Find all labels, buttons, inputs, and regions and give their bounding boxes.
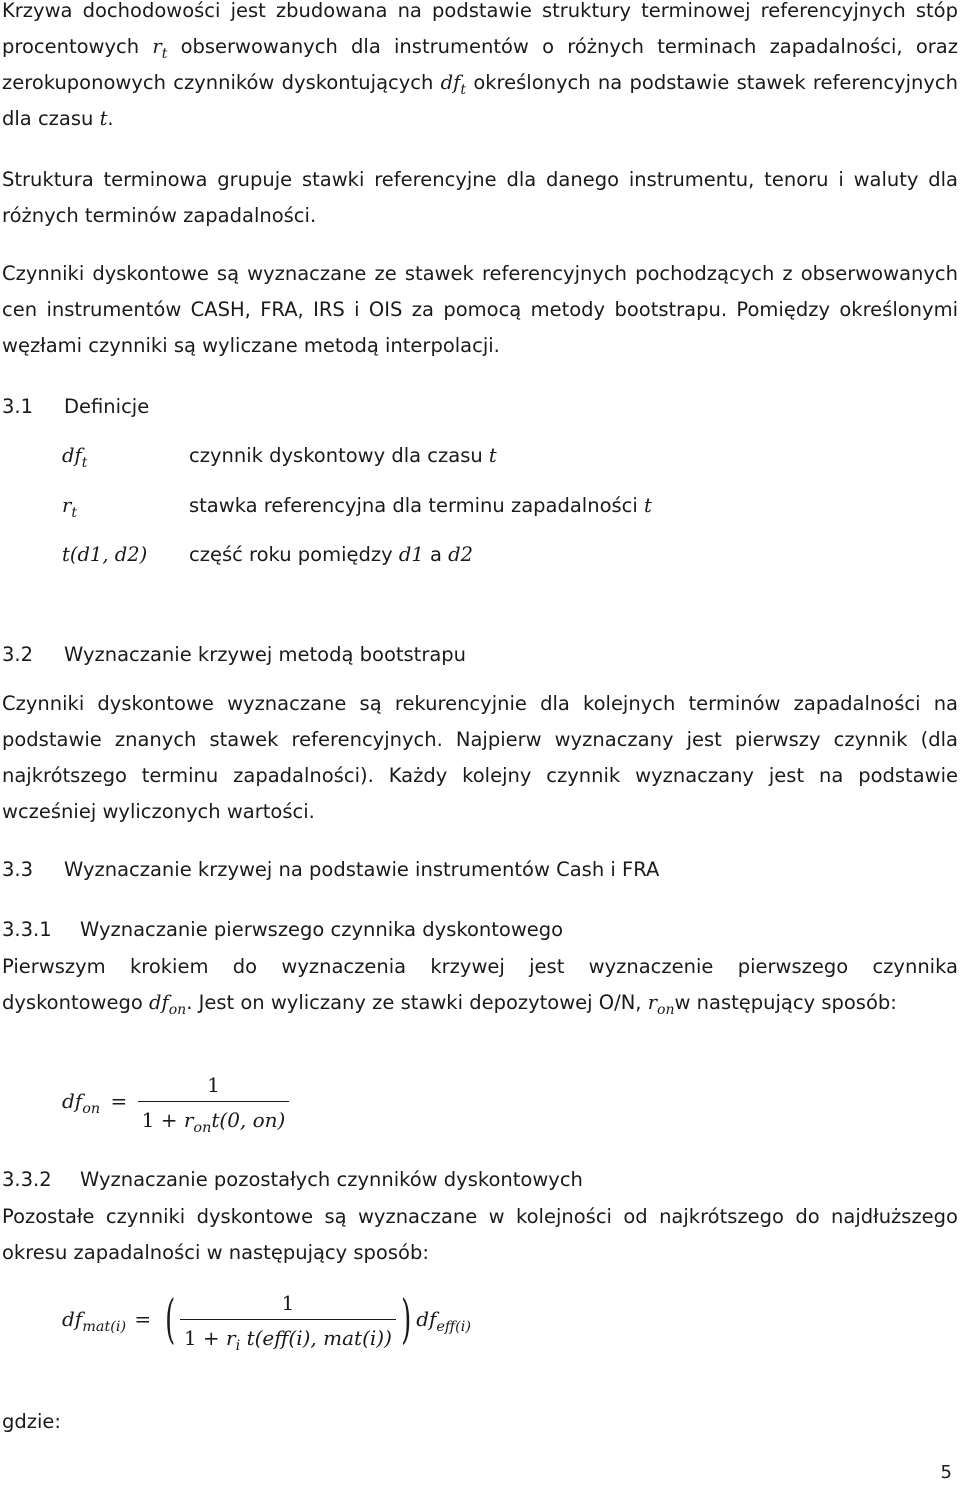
definition-description: stawka referencyjna dla terminu zapadalności t [189,494,652,517]
formula-df-mat [62,1290,471,1354]
section-3-3-2-heading [2,1162,583,1198]
formula-lhs: $df_{mat(i)}$ [62,1306,127,1335]
section-title: Definicje [64,395,150,418]
section-3-3-heading [2,852,659,888]
formula-df-on [62,1073,289,1137]
var-t: t [99,107,108,130]
section-title: Wyznaczanie krzywej na podstawie instrumentów Cash i FRA [64,858,660,881]
left-paren: ( [164,1290,175,1350]
where-label: gdzie: [2,1410,61,1433]
equals-sign: = [110,1089,128,1113]
section-number: 3.2 [2,643,34,666]
var-r-t: $r_t$ [152,35,168,62]
fraction [138,1073,290,1137]
definition-term: $r_t$ [62,494,77,521]
section-3-3-1-heading [2,912,563,948]
first-factor-paragraph: Pierwszym krokiem do wyznaczenia krzywej jest wyznaczenie pierwszego czynnika dyskontowego $df_{on}$. Jest on wyliczany ze stawki depozytowej O/N, $r_{on}w$ następujący sposób: [2,955,958,1018]
section-title: Wyznaczanie pierwszego czynnika dyskontowego [80,918,564,941]
section-number: 3.3 [2,858,34,881]
formula-lhs: $df_{on}$ [62,1089,101,1118]
term-structure-paragraph: Struktura terminowa grupuje stawki referencyjne dla danego instrumentu, tenoru i waluty dla różnych terminów zapadalności. [2,168,958,227]
var-df-t: $df_t$ [440,71,467,98]
remaining-factors-paragraph: Pozostałe czynniki dyskontowe są wyznaczane w kolejności od najkrótszego do najdłuższego okresu zapadalności w następujący sposób: [2,1205,958,1264]
page-number: 5 [940,1462,952,1483]
section-title: Wyznaczanie pozostałych czynników dyskontowych [80,1168,583,1191]
definition-term: $df_t$ [62,444,88,471]
fraction-numerator: 1 [207,1073,220,1097]
definition-description: czynnik dyskontowy dla czasu t [189,444,497,467]
section-3-1-heading [2,389,149,425]
intro-text-c: określonych na podstawie stawek referencyjnych dla czasu [2,71,958,130]
var-r-on: $r_{on}$ [647,991,675,1018]
section-number: 3.1 [2,395,34,418]
fraction-denominator: $1 + r_{on}t(0$, on) [138,1101,290,1132]
definition-term: t(d1, d2) [62,543,148,566]
fraction-denominator: $1 + r_i$ t(eff(i), mat(i)) [180,1319,396,1350]
definition-row [62,488,942,524]
fraction-numerator: 1 [281,1290,295,1315]
section-number: 3.3.2 [2,1168,52,1191]
bootstrap-paragraph: Czynniki dyskontowe wyznaczane są rekurencyjnie dla kolejnych terminów zapadalności na podstawie znanych stawek referencyjnych. Najpierw wyznaczany jest pierwszy czynnik (dla najkrótszego terminu zapadalności). Każdy kolejny czynnik wyznaczany jest na podstawie wcześniej wyliczonych wartości. [2,692,958,823]
definition-row [62,537,942,573]
section-number: 3.3.1 [2,918,52,941]
intro-paragraph: Krzywa dochodowości jest zbudowana na podstawie struktury terminowej referencyjnych stóp procentowych $r_t$ obserwowanych dla instrumentów o różnych terminach zapadalności, oraz zerokuponowych czynników dyskontujących $df_t$ określonych na podstawie stawek referencyjnych dla czasu t. [2,0,958,130]
definition-row [62,438,942,474]
intro-text-a: Krzywa dochodowości jest zbudowana na podstawie struktury terminowej referencyjnych stóp procentowych [2,0,958,58]
section-3-2-heading [2,637,466,673]
right-paren: ) [400,1290,412,1350]
var-df-on: $df_{on}$ [149,991,187,1018]
section-title: Wyznaczanie krzywej metodą bootstrapu [64,643,467,666]
equals-sign: = [134,1306,152,1331]
fraction [180,1290,396,1354]
definition-description: część roku pomiędzy d1 a d2 [189,543,474,566]
intro-text-b: obserwowanych dla instrumentów o różnych terminach zapadalności, oraz zerokuponowych czynników dyskontujących [2,35,958,94]
formula-rhs: $df_{eff(i)}$ [416,1306,471,1335]
discount-factors-paragraph: Czynniki dyskontowe są wyznaczane ze stawek referencyjnych pochodzących z obserwowanych cen instrumentów CASH, FRA, IRS i OIS za pomocą metody bootstrapu. Pomiędzy określonymi węzłami czynniki są wyliczane metodą interpolacji. [2,262,958,357]
